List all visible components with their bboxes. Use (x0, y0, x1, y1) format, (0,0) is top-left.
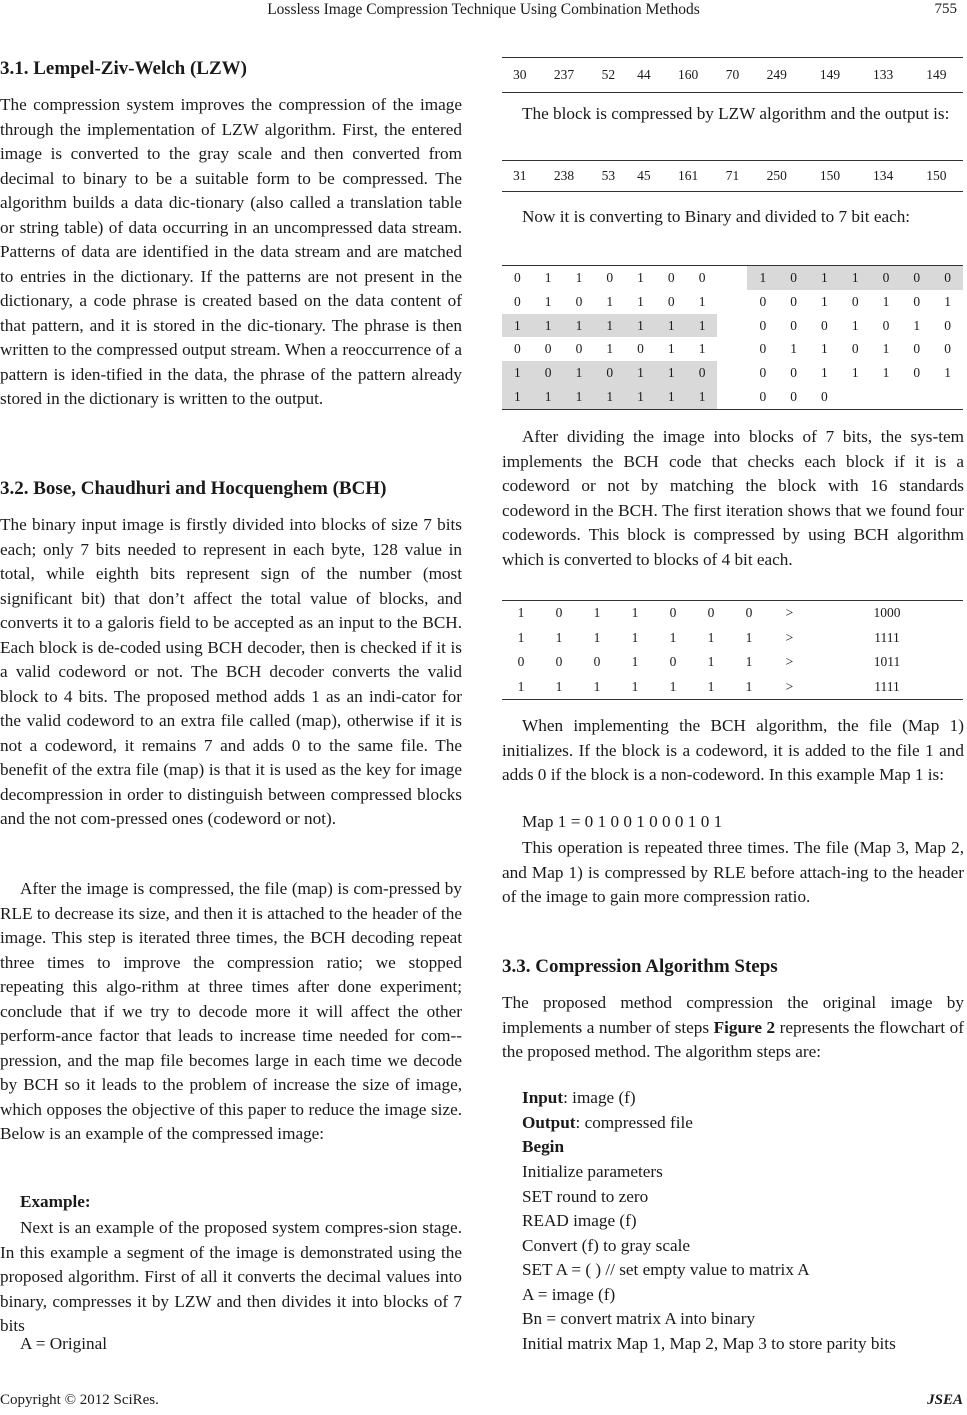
bit-cell: 0 (851, 293, 859, 309)
bit-cell: 0 (517, 654, 525, 670)
bit-cell: 1 (575, 269, 583, 285)
bit-cell: 1 (851, 365, 859, 381)
bit-cell: 1 (517, 605, 525, 621)
bch-paragraph-2: After the image is compressed, the file (map) is com-pressed by RLE to decrease its size, and then it is attached to the header of the image. This step is iterated three times, the BCH decoding repeat three times to improve the compression ratio; we stopped repeating this algo-rithm at three times after done experiment; conclude that if we try to decode more it will affect the other perform-ance factor that leads to increase time needed for com-pression, and the map file becomes large in each time we decode by BCH so it leads to the problem of increase the size of image, which opposes the objective of this paper to reduce the image size. Below is an example of the compressed image: (0, 879, 462, 1143)
bit-cell (901, 385, 932, 410)
bit-cell: 1 (631, 605, 639, 621)
arrow-cell: > (785, 605, 794, 621)
table-cell: 150 (926, 168, 947, 183)
bit-cell: 0 (871, 266, 902, 290)
example-label: Example: (20, 1192, 91, 1211)
bch-check-paragraph: After dividing the image into blocks of 7 bits, the sys-tem implements the BCH code that checks each block if it is a codeword or not by matching the block with 16 standards codeword in the BCH. The first iteration shows that we found four codewords. This block is compressed by using BCH algorithm which is converted to blocks of 4 bit each. (502, 427, 964, 569)
bit-cell: 1 (707, 654, 715, 670)
table-cell: 30 (512, 67, 527, 82)
table-cell: 150 (819, 168, 841, 183)
algorithm-step: Initialize parameters (522, 1162, 663, 1181)
bit-cell: 0 (667, 269, 675, 285)
algorithm-step: Convert (f) to gray scale (522, 1235, 690, 1255)
begin-line: Begin (522, 1137, 565, 1156)
bit-cell: 1 (625, 314, 656, 338)
table-row (502, 650, 963, 674)
algorithm-step: READ image (f) (522, 1211, 637, 1230)
table-row (502, 266, 963, 290)
bit-cell: 1 (669, 629, 677, 645)
bit-cell: 1 (821, 341, 828, 357)
bit-cell: 1 (809, 266, 840, 290)
bit-cell: 1 (544, 269, 552, 285)
output-label: Output (522, 1113, 576, 1132)
algorithm-step: Initial matrix Map 1, Map 2, Map 3 to store parity bits (522, 1333, 896, 1353)
bit-cell: 1 (707, 678, 715, 694)
bit-cell: 0 (667, 293, 675, 309)
table-cell: 70 (725, 67, 740, 82)
section-heading-bch: 3.2. Bose, Chaudhuri and Hocquenghem (BCH) (0, 478, 387, 499)
table-cell: 250 (766, 168, 787, 183)
column-gap (717, 337, 747, 361)
bit-cell: 1 (631, 629, 639, 645)
bit-cell: 1 (698, 341, 706, 357)
table-row (502, 601, 963, 626)
bit-cell: 0 (637, 341, 644, 357)
bit-cell: 0 (944, 341, 951, 357)
original-values-table (502, 57, 963, 93)
table-row (502, 58, 963, 93)
page-number: 755 (934, 1, 957, 17)
map-paragraph: When implementing the BCH algorithm, the file (Map 1) initializes. If the block is a codeword, it is added to the file 1 and adds 0 if the block is a non-codeword. In this example Map 1 is: (502, 716, 964, 784)
bit-cell: 0 (913, 341, 921, 357)
bit-cell: 0 (932, 266, 963, 290)
bit-cell: 0 (606, 269, 614, 285)
repeat-paragraph: This operation is repeated three times. The file (Map 3, Map 2, and Map 1) is compressed by RLE before attach-ing to the header of the image to gain more compression ratio. (502, 838, 964, 906)
bit-cell: 1 (882, 365, 890, 381)
output-cell: 1000 (873, 605, 901, 621)
algorithm-step: A = image (f) (522, 1284, 616, 1304)
bit-cell: 0 (790, 317, 798, 333)
bit-cell: 1 (533, 385, 564, 410)
bit-cell: 1 (707, 629, 715, 645)
input-line (522, 1088, 636, 1108)
bit-cell: 1 (625, 385, 656, 410)
table-row (502, 337, 963, 361)
table-cell: 237 (553, 67, 575, 82)
lzw-output-text: The block is compressed by LZW algorithm and the output is: (522, 104, 950, 123)
bit-cell: 0 (514, 341, 521, 357)
bit-cell: 0 (594, 361, 625, 385)
bit-cell: 0 (913, 365, 921, 381)
bit-cell: 1 (533, 314, 564, 338)
bit-cell: 0 (913, 293, 921, 309)
binary-blocks-table (502, 265, 963, 410)
table-row (502, 385, 963, 410)
bit-cell: 1 (594, 314, 625, 338)
bit-cell: 1 (593, 605, 601, 621)
bit-cell: 0 (901, 266, 932, 290)
running-header (0, 0, 967, 22)
bit-cell: 1 (840, 266, 871, 290)
bit-cell: 1 (667, 341, 675, 357)
lzw-paragraph: The compression system improves the compression of the image through the implementation of LZW algorithm. First, the entered image is converted to the gray scale and then converted from decimal to binary to be a suitable form to be compressed. The algorithm builds a data dic-tionary (also called a translation table or string table) of data occurring in an uncompressed data stream. Patterns of data are identified in the data stream and are matched to entries in the dictionary. If the patterns are not present in the dictionary, a code phrase is created based on the data content of that pattern, and it is stored in the dic-tionary. The phrase is then written to the compressed output stream. When a reoccurrence of a pattern is iden-tified in the data, the phrase of the pattern already stored in the dictionary is written to the output. (0, 95, 462, 408)
bit-cell: 1 (593, 678, 601, 694)
bit-cell: 0 (778, 266, 809, 290)
bit-cell (840, 385, 871, 410)
a-original-line: A = Original (20, 1334, 108, 1353)
bit-cell: 1 (821, 365, 828, 381)
table-row (502, 674, 963, 699)
binary-text: Now it is converting to Binary and divided to 7 bit each: (522, 207, 911, 226)
table-cell: 161 (678, 168, 699, 183)
table-cell: 133 (873, 67, 894, 82)
bit-cell: 1 (555, 678, 563, 694)
algorithm-step: Bn = convert matrix A into binary (522, 1309, 756, 1328)
bit-cell: 0 (790, 293, 798, 309)
bit-cell: 1 (745, 678, 753, 694)
bit-cell: 1 (698, 293, 706, 309)
bit-cell: 0 (759, 365, 767, 381)
bit-cell: 0 (555, 654, 563, 670)
bit-cell: 1 (502, 385, 533, 410)
column-gap (717, 266, 747, 290)
figure-ref: Figure 2 (713, 1017, 776, 1037)
column-gap (717, 290, 747, 314)
table-cell: 52 (601, 67, 616, 82)
output-line (522, 1113, 693, 1133)
bit-cell: 0 (533, 361, 564, 385)
table-cell: 134 (873, 168, 894, 183)
bch-conversion-table (502, 600, 963, 700)
input-text: : image (f) (563, 1088, 636, 1107)
bit-cell: 0 (821, 317, 828, 333)
bit-cell: 1 (606, 293, 614, 309)
bit-cell: 0 (593, 654, 601, 670)
bit-cell: 1 (747, 266, 778, 290)
steps-intro-after: represents the flowchart of the proposed method. The algorithm steps are: (502, 1017, 964, 1061)
bit-cell: 0 (759, 341, 767, 357)
bit-cell: 1 (944, 293, 951, 309)
algorithm-step: SET A = ( ) // set empty value to matrix A (522, 1260, 810, 1279)
bit-cell: 0 (575, 341, 583, 357)
bit-cell: 1 (564, 314, 595, 338)
bit-cell: 1 (669, 678, 677, 694)
table-cell: 44 (637, 67, 651, 82)
table-cell: 238 (553, 168, 575, 183)
bit-cell: 1 (687, 385, 718, 410)
bit-cell: 0 (669, 654, 677, 670)
bit-cell: 1 (656, 314, 687, 338)
table-row (502, 361, 963, 385)
output-cell: 1111 (874, 629, 900, 645)
bit-cell: 1 (555, 629, 563, 645)
table-row (502, 314, 963, 338)
table-cell: 31 (512, 168, 527, 183)
output-text: : compressed file (575, 1113, 693, 1132)
bit-cell: 1 (882, 293, 890, 309)
bit-cell: 1 (564, 361, 595, 385)
bit-cell: 1 (625, 361, 656, 385)
steps-intro-before: The proposed method compression the original image by implements a number of steps (502, 993, 964, 1037)
bit-cell: 1 (517, 678, 525, 694)
running-title: Lossless Image Compression Technique Using Combination Methods (267, 1, 700, 18)
bit-cell: 1 (913, 317, 921, 333)
bit-cell: 1 (594, 385, 625, 410)
table-cell: 149 (819, 67, 841, 82)
bit-cell: 0 (759, 293, 767, 309)
bit-cell: 0 (851, 341, 859, 357)
bit-cell: 1 (606, 341, 614, 357)
bit-cell: 1 (502, 314, 533, 338)
bit-cell: 1 (821, 293, 828, 309)
bit-cell: 0 (514, 293, 521, 309)
bit-cell: 0 (944, 317, 951, 333)
column-gap (717, 314, 747, 338)
table-cell: 45 (637, 168, 651, 183)
bit-cell: 0 (514, 269, 521, 285)
bit-cell: 1 (544, 293, 552, 309)
bit-cell: 1 (745, 654, 753, 670)
copyright: Copyright © 2012 SciRes. (0, 1392, 159, 1408)
bit-cell: 0 (669, 605, 677, 621)
arrow-cell: > (785, 654, 794, 670)
bit-cell: 1 (944, 365, 951, 381)
bit-cell: 1 (656, 361, 687, 385)
output-cell: 1011 (873, 654, 901, 670)
bit-cell: 0 (698, 269, 706, 285)
bit-cell: 1 (502, 361, 533, 385)
bit-cell: 1 (564, 385, 595, 410)
lzw-output-table (502, 160, 963, 192)
bit-cell: 1 (745, 629, 753, 645)
bit-cell: 1 (517, 629, 525, 645)
journal-abbrev: JSEA (927, 1392, 963, 1408)
bit-cell: 1 (593, 629, 601, 645)
bit-cell: 1 (631, 678, 639, 694)
input-label: Input (522, 1088, 564, 1107)
arrow-cell: > (785, 678, 794, 694)
bit-cell: 0 (745, 605, 753, 621)
bit-cell: 0 (575, 293, 583, 309)
section-heading-steps: 3.3. Compression Algorithm Steps (502, 956, 778, 977)
bit-cell: 0 (544, 341, 552, 357)
bit-cell: 1 (637, 269, 644, 285)
table-row (502, 626, 963, 650)
steps-intro-paragraph (502, 991, 964, 1065)
arrow-cell: > (785, 629, 794, 645)
bit-cell (932, 385, 963, 410)
bit-cell: 0 (555, 605, 563, 621)
bit-cell: 0 (882, 317, 890, 333)
bit-cell: 1 (882, 341, 890, 357)
bit-cell: 0 (759, 317, 767, 333)
bch-paragraph-1: The binary input image is firstly divided into blocks of size 7 bits each; only 7 bits needed to represent in each byte, 128 value in total, while eighth bits represent sign of the number (most significant bit) that don’t affect the total value of blocks, and converts it to a galoris field to be accepted as an input to the BCH. Each block is de-coded using BCH decoder, then is checked if it is a valid codeword or not. The BCH decoder converts the valid block to 4 bits. The proposed method adds 1 as an indi-cator for the valid codeword to an extra file called (map), otherwise if it is not a codeword, it remains 7 and adds 0 to the same file. The benefit of the extra file (map) is that it is used as the key for image decompression in order to distinguish between compressed blocks and the not com-pressed ones (codeword or not). (0, 515, 462, 828)
map-1-line: Map 1 = 0 1 0 0 1 0 0 0 1 0 1 (522, 812, 723, 831)
bit-cell: 1 (790, 341, 798, 357)
output-cell: 1111 (874, 678, 900, 694)
bit-cell: 0 (790, 365, 798, 381)
bit-cell: 1 (656, 385, 687, 410)
table-cell: 149 (926, 67, 947, 82)
bit-cell: 0 (759, 388, 767, 404)
table-cell: 249 (766, 67, 787, 82)
bit-cell: 1 (637, 293, 644, 309)
bit-cell: 0 (707, 605, 715, 621)
bit-cell (871, 385, 902, 410)
bit-cell: 1 (851, 317, 859, 333)
bit-cell: 0 (821, 388, 828, 404)
bit-cell: 0 (687, 361, 718, 385)
table-cell: 160 (678, 67, 699, 82)
table-row (502, 290, 963, 314)
example-paragraph: Next is an example of the proposed system compres-sion stage. In this example a segment of the image is demonstrated using the proposed algorithm. First of all it converts the decimal values into binary, compresses it by LZW and then divides it into blocks of 7 bits (0, 1218, 462, 1335)
bit-cell: 1 (631, 654, 639, 670)
column-gap (717, 385, 747, 410)
table-row (502, 161, 963, 192)
algorithm-step: SET round to zero (522, 1186, 649, 1206)
bit-cell: 1 (687, 314, 718, 338)
section-heading-lzw: 3.1. Lempel-Ziv-Welch (LZW) (0, 58, 247, 79)
table-cell: 71 (725, 168, 740, 183)
column-gap (717, 361, 747, 385)
bit-cell: 0 (790, 388, 798, 404)
table-cell: 53 (601, 168, 616, 183)
